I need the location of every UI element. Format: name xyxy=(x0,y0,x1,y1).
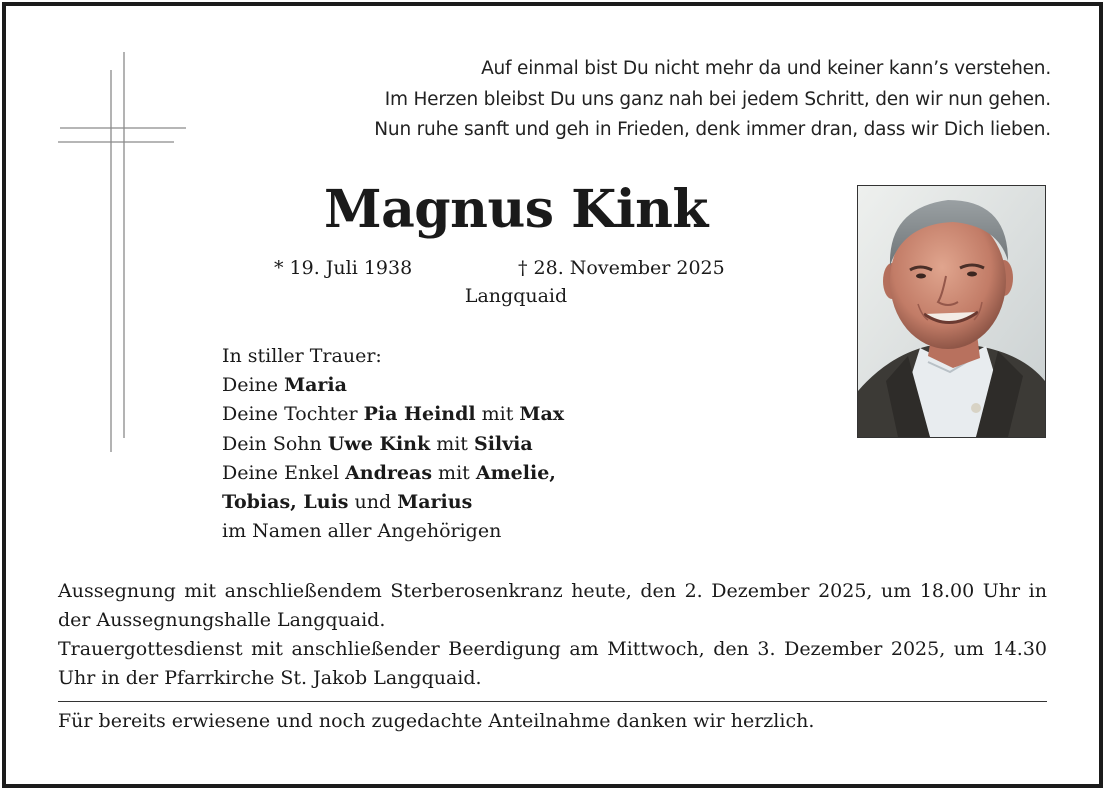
service-details xyxy=(58,577,1047,693)
birth-date: * 19. Juli 1938 xyxy=(274,257,413,279)
mourner-name: Uwe Kink xyxy=(327,432,431,455)
portrait-photo xyxy=(857,185,1046,438)
mourner-relation: Deine Enkel xyxy=(222,461,346,484)
mourner-line xyxy=(222,400,564,429)
mourner-name: Silvia xyxy=(473,432,533,455)
mourner-connector: mit xyxy=(475,403,520,426)
thanks-note: Für bereits erwiesene und noch zugedachte Anteilnahme danken wir herzlich. xyxy=(58,710,815,732)
mourner-connector: , xyxy=(290,491,304,514)
mourner-relation: Deine Tochter xyxy=(222,403,364,426)
mourners-list xyxy=(222,342,564,546)
mourner-name: Maria xyxy=(284,374,347,397)
mourner-connector: mit xyxy=(430,432,474,455)
mourner-name: Max xyxy=(519,403,565,426)
divider xyxy=(58,701,1047,702)
mourner-name: Pia Heindl xyxy=(363,403,476,426)
memorial-poem xyxy=(374,54,1051,146)
mourner-line xyxy=(222,459,564,488)
deceased-name: Magnus Kink xyxy=(324,179,708,240)
mourner-line xyxy=(222,430,564,459)
mourner-connector: mit xyxy=(432,461,476,484)
mourners-intro: In stiller Trauer: xyxy=(222,345,382,367)
funeral-info: Trauergottesdienst mit anschließender Beerdigung am Mittwoch, den 3. Dezember 2025, um 14.30 Uhr in der Pfarrkirche St. Jakob Langquaid. xyxy=(58,638,1047,689)
poem-line: Nun ruhe sanft und geh in Frieden, denk immer dran, dass wir Dich lieben. xyxy=(374,119,1051,140)
mourner-name: Marius xyxy=(397,491,473,514)
death-date: † 28. November 2025 xyxy=(518,257,725,279)
cross-icon xyxy=(0,0,200,470)
mourner-name: Tobias xyxy=(222,491,291,514)
mourner-connector: und xyxy=(348,491,398,514)
mourner-relation: Deine xyxy=(222,374,285,397)
mourner-name: Amelie, xyxy=(475,461,556,484)
mourner-name: Andreas xyxy=(345,461,433,484)
mourner-name: Luis xyxy=(303,491,349,514)
mourner-line xyxy=(222,371,564,400)
mourner-relation: Dein Sohn xyxy=(222,432,328,455)
mourners-closing: im Namen aller Angehörigen xyxy=(222,520,502,543)
poem-line: Auf einmal bist Du nicht mehr da und keiner kann’s verstehen. xyxy=(481,58,1051,79)
poem-line: Im Herzen bleibst Du uns ganz nah bei jedem Schritt, den wir nun gehen. xyxy=(384,88,1051,110)
mourner-line xyxy=(222,488,564,517)
blessing-info: Aussegnung mit anschließendem Sterberosenkranz heute, den 2. Dezember 2025, um 18.00 Uhr in der Aussegnungshalle Langquaid. xyxy=(58,580,1047,631)
hometown: Langquaid xyxy=(464,285,568,307)
